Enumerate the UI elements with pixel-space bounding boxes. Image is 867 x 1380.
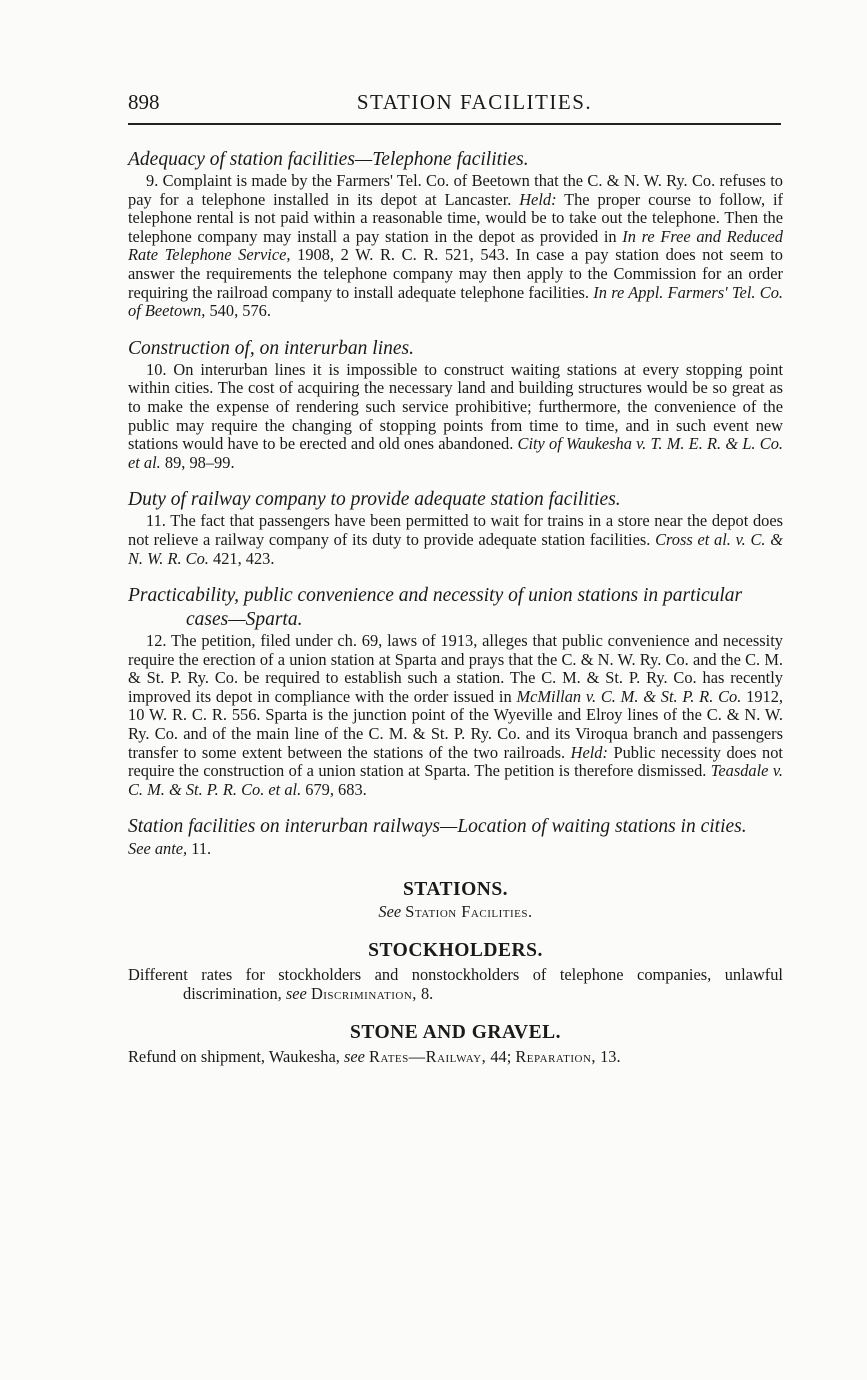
entry-heading: Duty of railway company to provide adequate station facilities. xyxy=(128,489,621,511)
section-stockholders xyxy=(128,939,783,1003)
header-rule xyxy=(128,123,781,125)
entry-paragraph: 12. The petition, filed under ch. 69, laws of 1913, alleges that public convenience and necessity require the erection of a union station at Sparta and prays that the C. & N. W. Ry. Co. and the C. M. & St. P. Ry. Co. be required to establish such a station. The C. M. & St. P. Ry. Co. has recently improved its depot in compliance with the order issued in McMillan v. C. M. & St. P. R. Co. 1912, 10 W. R. C. R. 556. Sparta is the junction point of the Wyeville and Elroy lines of the C. & N. W. Ry. Co. and of the main line of the C. M. & St. P. Ry. Co. and its Viroqua branch and passengers transfer to some extent between the stations of the two railroads. Held: Public necessity does not require the construction of a union station at Sparta. The petition is therefore dismissed. Teasdale v. C. M. & St. P. R. Co. et al. 679, 683. xyxy=(128,631,784,799)
section-title: STATIONS. xyxy=(402,879,509,901)
entry-heading: Station facilities on interurban railways—Location of waiting stations in cities. xyxy=(128,816,747,838)
entry-union-stations xyxy=(128,584,783,799)
page-header xyxy=(128,90,781,120)
section-entry: Different rates for stockholders and nonstockholders of telephone companies, unlawful discrimination, see Discrimination, 8. xyxy=(128,965,783,1004)
entry-waiting-stations xyxy=(128,815,783,858)
page-number: 898 xyxy=(128,90,160,114)
running-head: STATION FACILITIES. xyxy=(356,90,593,114)
entry-railway-duty xyxy=(128,488,783,568)
section-title: STONE AND GRAVEL. xyxy=(350,1022,561,1044)
section-title: STOCKHOLDERS. xyxy=(368,940,543,962)
page-content xyxy=(128,148,783,1082)
section-stations xyxy=(128,878,783,921)
entry-paragraph: 11. The fact that passengers have been permitted to wait for trains in a store near the depot does not relieve a railway company of its duty to provide adequate station facilities. Cross et al. v. C. & N. W. R. Co. 421, 423. xyxy=(128,511,783,568)
entry-heading: Adequacy of station facilities—Telephone facilities. xyxy=(128,149,529,170)
entry-telephone-facilities xyxy=(128,148,783,321)
entry-interurban-construction xyxy=(128,337,783,473)
entry-heading: Practicability, public convenience and necessity of union stations in particular cases—Sparta. xyxy=(128,585,743,631)
entry-paragraph: 10. On interurban lines it is impossible to construct waiting stations at every stopping point within cities. The cost of acquiring the necessary land and building structures would be so great as to make the expense of rendering such service prohibitive; furthermore, the convenience of the public may require the changing of stopping points from time to time, and in such event new stations would have to be erected and old ones abandoned. City of Waukesha v. T. M. E. R. & L. Co. et al. 89, 98–99. xyxy=(128,359,783,472)
entry-paragraph: 9. Complaint is made by the Farmers' Tel. Co. of Beetown that the C. & N. W. Ry. Co. refuses to pay for a telephone installed in its depot at Lancaster. Held: The proper course to follow, if telephone rental is not paid within a reasonable time, would be to take out the telephone. Then the telephone company may install a pay station in the depot as provided in In re Free and Reduced Rate Telephone Service, 1908, 2 W. R. C. R. 521, 543. In case a pay station does not seem to answer the requirements the telephone company may then apply to the Commission for an order requiring the railroad company to install adequate telephone facilities. In re Appl. Farmers' Tel. Co. of Beetown, 540, 576. xyxy=(128,171,784,321)
cross-reference: See Station Facilities. xyxy=(378,902,533,922)
entry-heading: Construction of, on interurban lines. xyxy=(128,337,415,359)
section-stone-and-gravel xyxy=(128,1021,783,1066)
section-entry: Refund on shipment, Waukesha, see Rates—Railway, 44; Reparation, 13. xyxy=(128,1047,621,1067)
see-ante-reference: See ante, 11. xyxy=(128,839,212,859)
